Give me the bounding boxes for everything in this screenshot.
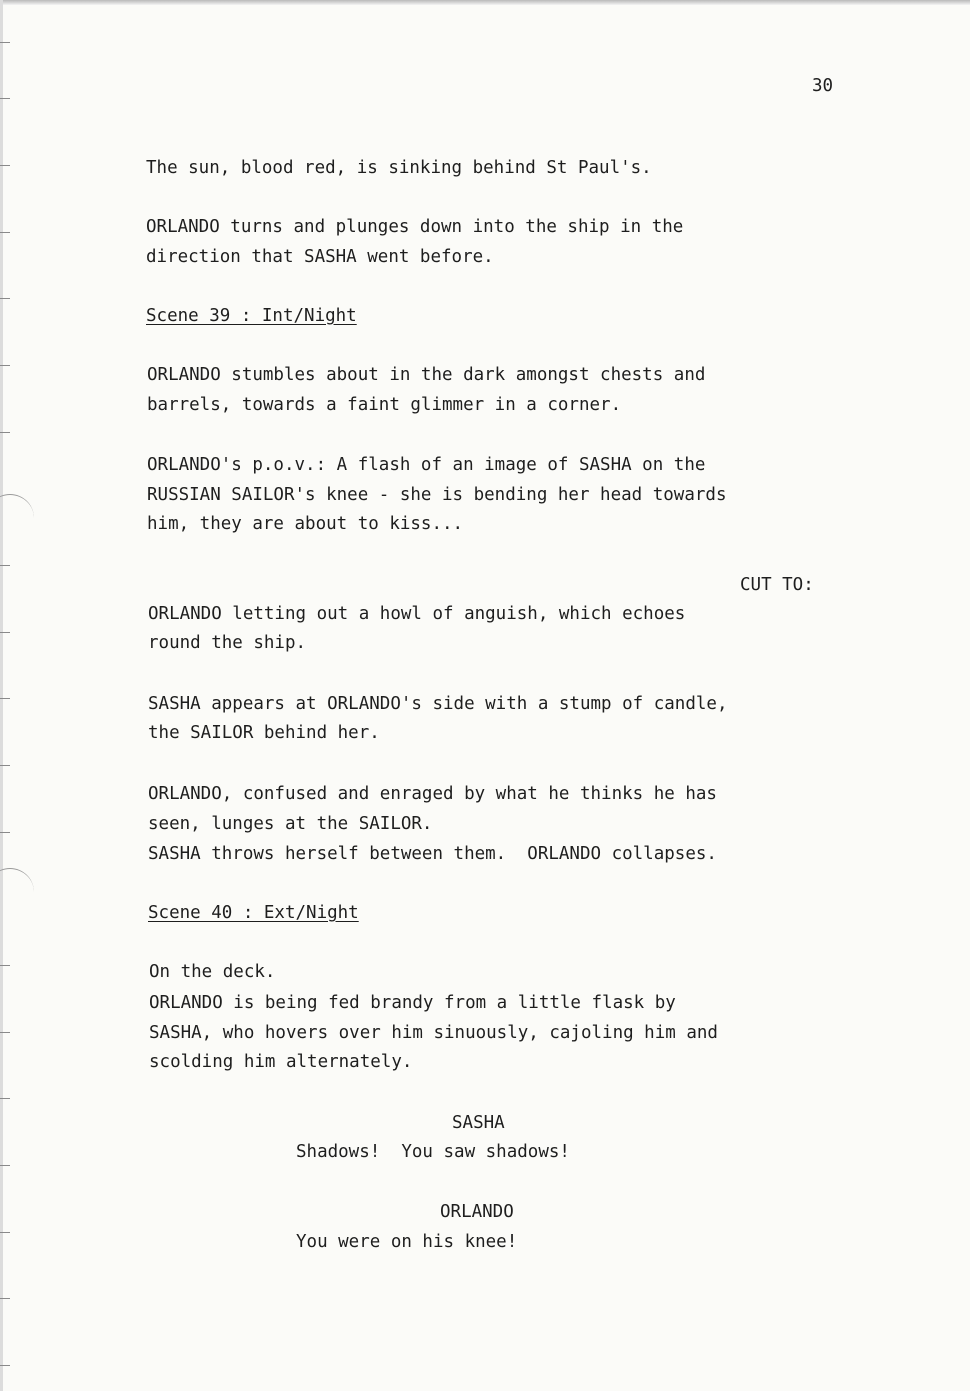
binding-mark <box>0 365 10 366</box>
paper-left-edge <box>0 0 3 1391</box>
binding-mark <box>0 765 10 766</box>
binding-mark <box>0 432 10 433</box>
action-line: ORLANDO turns and plunges down into the ship in the <box>146 217 684 237</box>
action-line: direction that SASHA went before. <box>146 247 494 267</box>
binding-mark <box>0 1232 10 1233</box>
binding-mark <box>0 1298 10 1299</box>
action-line: him, they are about to kiss... <box>147 514 464 534</box>
action-line: ORLANDO letting out a howl of anguish, which echoes <box>148 604 686 624</box>
action-line: ORLANDO, confused and enraged by what he thinks he has <box>148 784 717 804</box>
binding-mark <box>0 965 10 966</box>
action-line: ORLANDO stumbles about in the dark amongst chests and <box>147 365 706 385</box>
character-name: ORLANDO <box>440 1202 514 1222</box>
dialogue-line: Shadows! You saw shadows! <box>296 1142 570 1162</box>
character-name: SASHA <box>452 1113 505 1133</box>
binding-mark <box>0 232 10 233</box>
binding-mark <box>0 165 10 166</box>
action-line: scolding him alternately. <box>149 1052 413 1072</box>
action-line: the SAILOR behind her. <box>148 723 380 743</box>
binding-mark <box>0 832 10 833</box>
action-line: barrels, towards a faint glimmer in a corner. <box>147 395 622 415</box>
binding-mark <box>0 698 10 699</box>
binding-mark <box>0 1098 10 1099</box>
action-line: seen, lunges at the SAILOR. <box>148 814 433 834</box>
binding-mark <box>0 298 10 299</box>
binding-mark <box>0 632 10 633</box>
action-line: ORLANDO is being fed brandy from a little flask by <box>149 993 676 1013</box>
punch-hole <box>0 868 34 899</box>
dialogue-line: You were on his knee! <box>296 1232 518 1252</box>
action-line: SASHA throws herself between them. ORLANDO collapses. <box>148 844 717 864</box>
action-line: round the ship. <box>148 633 307 653</box>
binding-mark <box>0 565 10 566</box>
page-number: 30 <box>812 76 834 96</box>
punch-hole <box>0 494 34 525</box>
binding-mark <box>0 1032 10 1033</box>
action-line: The sun, blood red, is sinking behind St Paul's. <box>146 158 652 178</box>
binding-mark <box>0 1365 10 1366</box>
binding-mark <box>0 42 10 43</box>
action-line: RUSSIAN SAILOR's knee - she is bending her head towards <box>147 485 727 505</box>
binding-mark <box>0 98 10 99</box>
binding-mark <box>0 1165 10 1166</box>
action-line: SASHA, who hovers over him sinuously, cajoling him and <box>149 1023 718 1043</box>
transition: CUT TO: <box>740 575 814 595</box>
action-line: On the deck. <box>149 962 276 982</box>
action-line: ORLANDO's p.o.v.: A flash of an image of SASHA on the <box>147 455 706 475</box>
scene-heading: Scene 40 : Ext/Night <box>148 903 359 923</box>
scene-heading: Scene 39 : Int/Night <box>146 306 357 326</box>
action-line: SASHA appears at ORLANDO's side with a stump of candle, <box>148 694 728 714</box>
paper-top-edge <box>0 0 970 5</box>
